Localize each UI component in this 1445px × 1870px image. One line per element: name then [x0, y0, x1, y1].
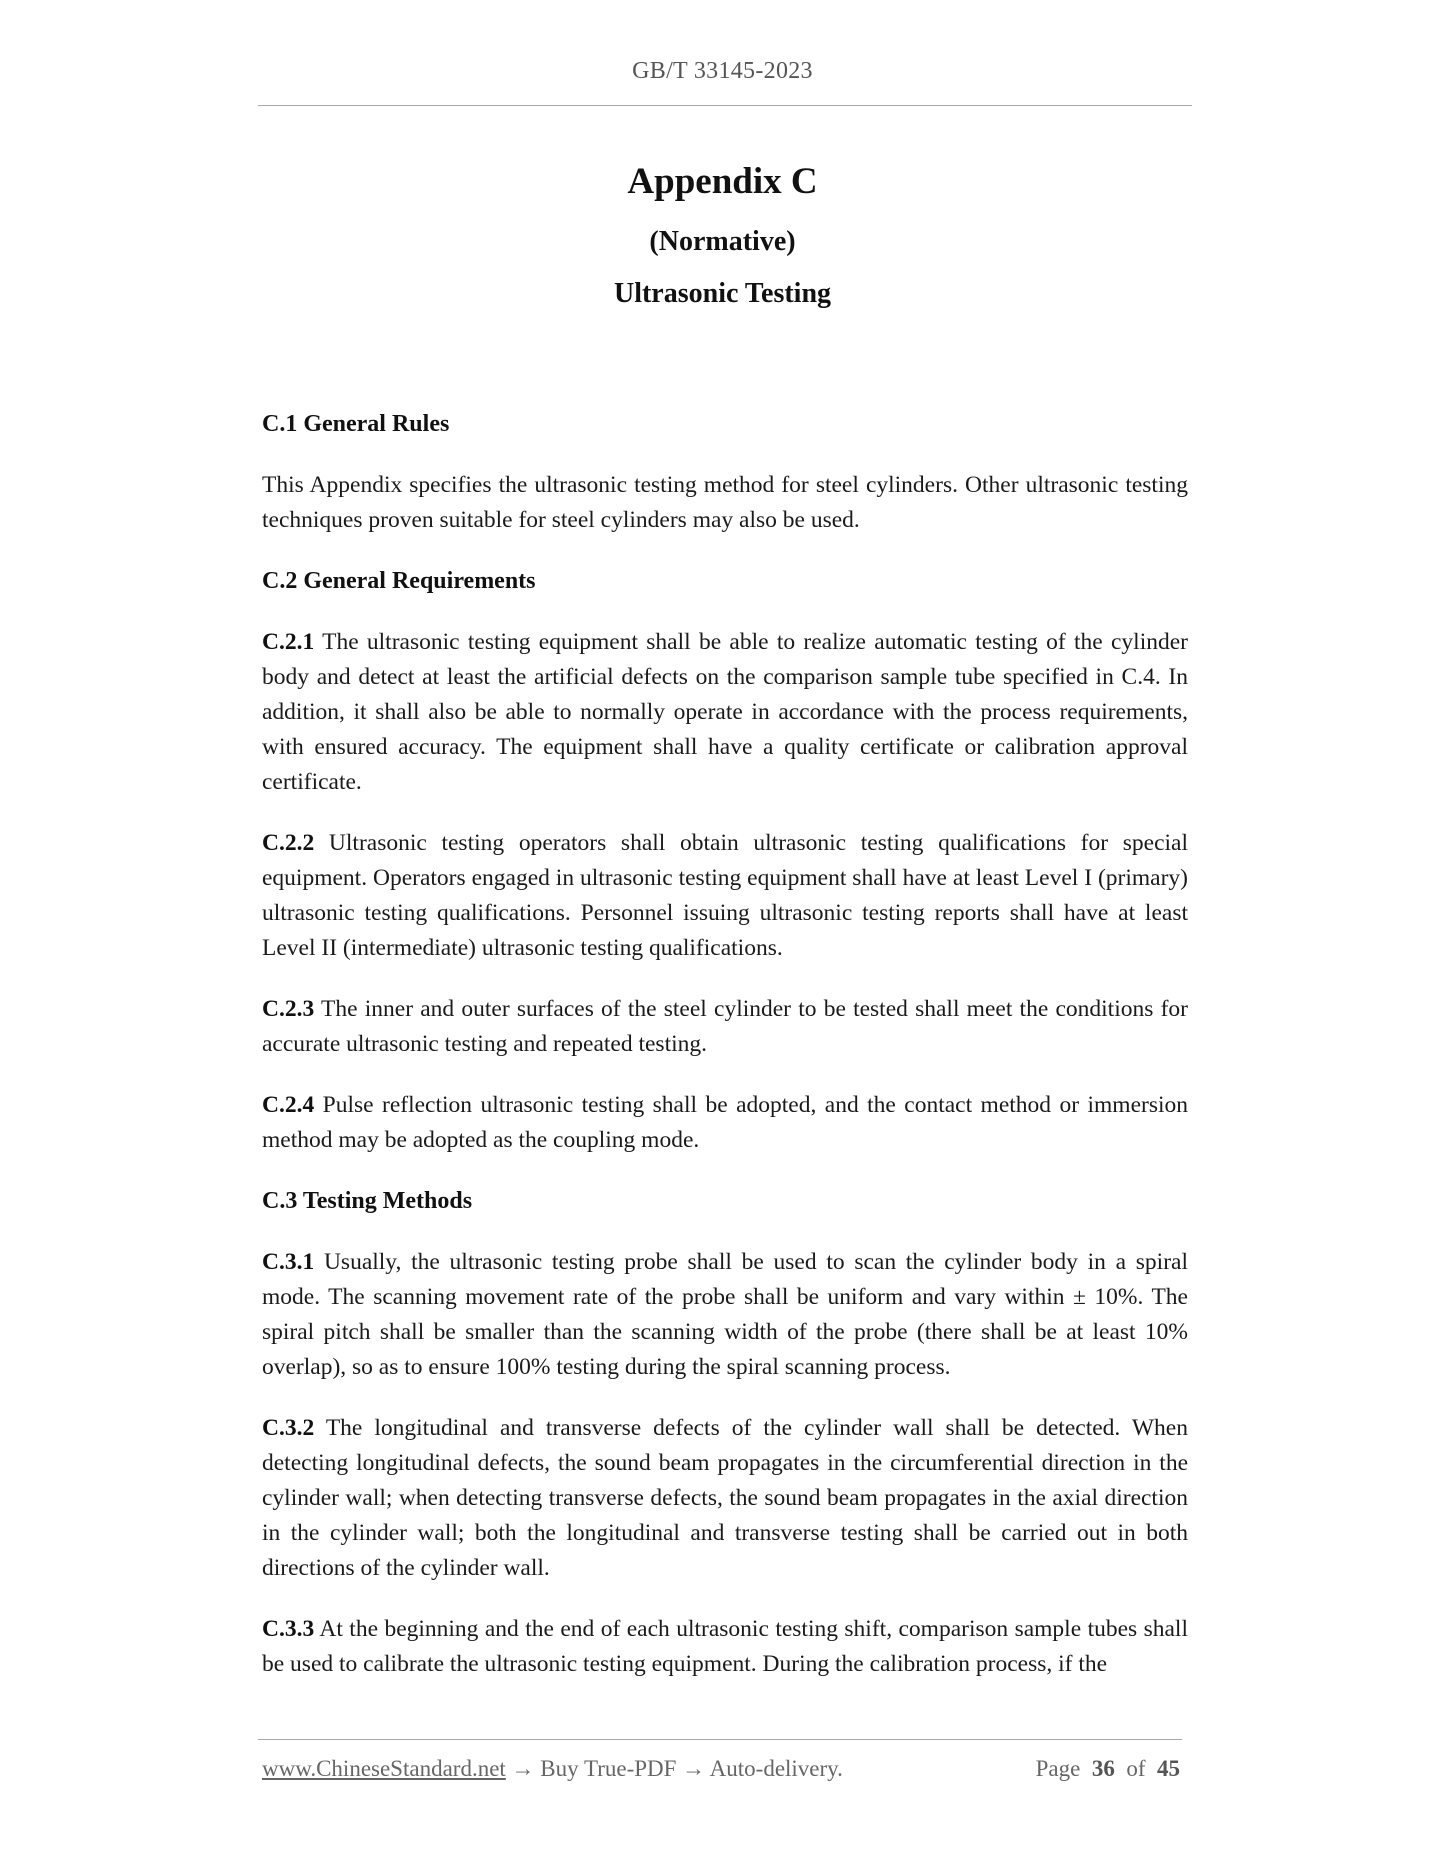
clause-c2-3 [262, 992, 1188, 1062]
page-number: 36 [1091, 1756, 1115, 1781]
clause-c3-2 [262, 1411, 1188, 1586]
section-heading-c1: C.1 General Rules [262, 411, 450, 437]
clause-text: At the beginning and the end of each ultrasonic testing shift, comparison sample tubes shall be used to calibrate the ultrasonic testing equipment. During the calibration process, if the [262, 1616, 1188, 1677]
clause-number: C.2.2 [262, 830, 315, 856]
clause-number: C.2.3 [262, 996, 315, 1022]
clause-text: The inner and outer surfaces of the steel cylinder to be tested shall meet the conditions for accurate ultrasonic testing and repeated testing. [262, 996, 1188, 1057]
clause-number: C.3.1 [262, 1249, 315, 1275]
clause-number: C.3.2 [262, 1415, 315, 1441]
appendix-type: (Normative) [649, 226, 796, 257]
of-label: of [1126, 1756, 1146, 1781]
header-divider [258, 105, 1192, 106]
clause-c2-4 [262, 1088, 1188, 1158]
site-link[interactable]: www.ChineseStandard.net [262, 1756, 506, 1781]
clause-c3-1 [262, 1245, 1188, 1385]
clause-text: The longitudinal and transverse defects of the cylinder wall shall be detected. When detecting longitudinal defects, the sound beam propagates in the circumferential direction in the cylinder wall; when detecting transverse defects, the sound beam propagates in the axial direction in the cylinder wall; both the longitudinal and transverse testing shall be carried out in both directions of the cylinder wall. [262, 1415, 1188, 1581]
appendix-subject: Ultrasonic Testing [613, 278, 832, 309]
section-heading-c3: C.3 Testing Methods [262, 1188, 473, 1214]
clause-c2-2 [262, 826, 1188, 966]
clause-text: Pulse reflection ultrasonic testing shall be adopted, and the contact method or immersion method may be adopted as the coupling mode. [262, 1092, 1188, 1153]
clause-c3-3 [262, 1612, 1188, 1682]
document-body [262, 407, 1188, 1682]
clause-number: C.2.1 [262, 629, 315, 655]
footer-divider [258, 1739, 1182, 1740]
appendix-title: Appendix C [627, 161, 818, 202]
section-c1-text: This Appendix specifies the ultrasonic testing method for steel cylinders. Other ultrasonic testing techniques proven suitable for steel cylinders may also be used. [262, 472, 1188, 533]
page-label: Page [1035, 1756, 1081, 1781]
clause-text: Ultrasonic testing operators shall obtain ultrasonic testing qualifications for special equipment. Operators engaged in ultrasonic testing equipment shall have at least Level I (primary) ultrasonic testing qualifications. Personnel issuing ultrasonic testing reports shall have at least Level II (intermediate) ultrasonic testing qualifications. [262, 830, 1188, 961]
clause-text: Usually, the ultrasonic testing probe shall be used to scan the cylinder body in a spiral mode. The scanning movement rate of the probe shall be uniform and vary within ± 10%. The spiral pitch shall be smaller than the scanning width of the probe (there shall be at least 10% overlap), so as to ensure 100% testing during the spiral scanning process. [262, 1249, 1188, 1380]
clause-number: C.2.4 [262, 1092, 315, 1118]
footer-promo [262, 1756, 843, 1782]
page-indicator [1036, 1756, 1180, 1782]
page-total: 45 [1157, 1756, 1180, 1781]
clause-number: C.3.3 [262, 1616, 315, 1642]
clause-c2-1 [262, 625, 1188, 800]
promo-text: → Buy True-PDF → Auto-delivery. [505, 1756, 843, 1781]
document-standard-code: GB/T 33145-2023 [632, 58, 813, 84]
clause-text: The ultrasonic testing equipment shall be able to realize automatic testing of the cylinder body and detect at least the artificial defects on the comparison sample tube specified in C.4. In addition, it shall also be able to normally operate in accordance with the process requirements, with ensured accuracy. The equipment shall have a quality certificate or calibration approval certificate. [262, 629, 1188, 795]
section-heading-c2: C.2 General Requirements [262, 568, 536, 594]
